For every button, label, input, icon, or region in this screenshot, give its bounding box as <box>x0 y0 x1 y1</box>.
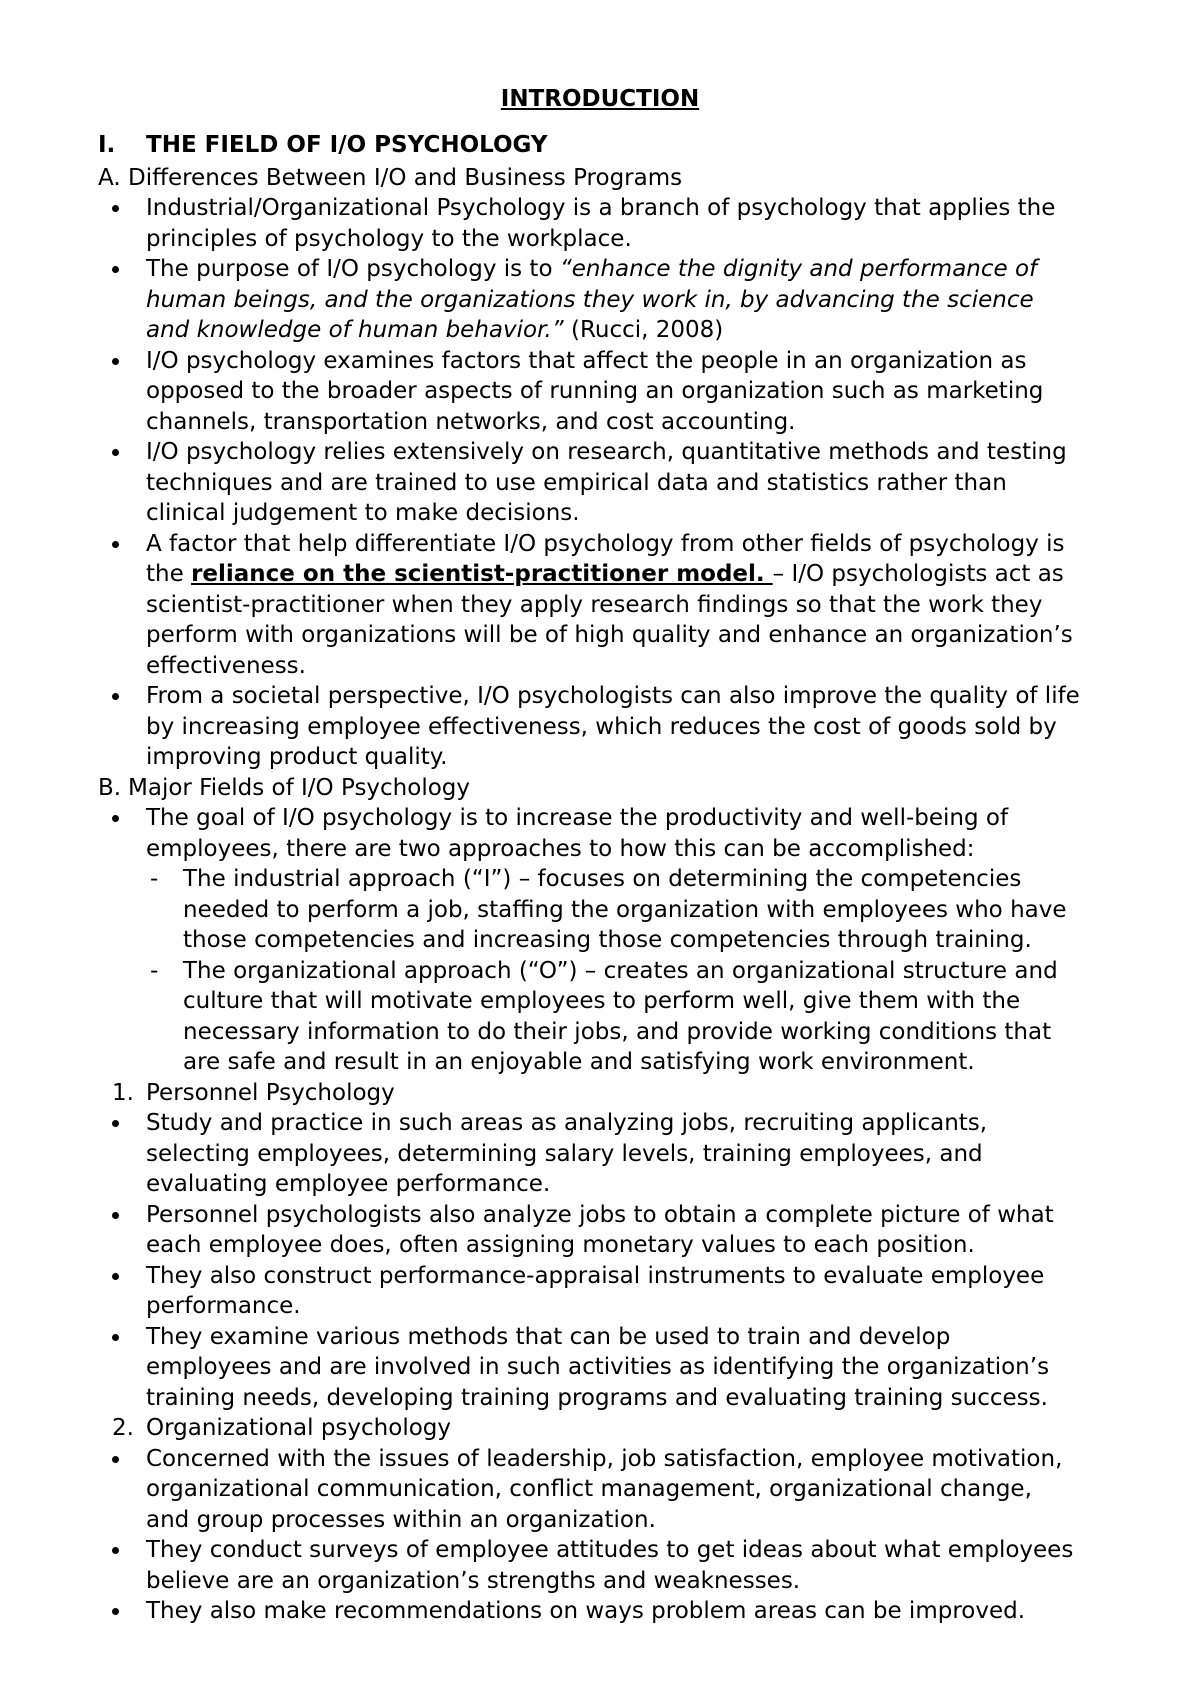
text-line: The organizational approach (“O”) – creates an organizational structure and <box>183 957 1058 984</box>
text-line: They examine various methods that can be used to train and develop <box>146 1323 951 1350</box>
bullet-icon <box>112 449 119 456</box>
text-line: organizational communication, conflict management, organizational change, <box>146 1476 1032 1502</box>
text-line: and group processes within an organization. <box>146 1506 656 1533</box>
text-line: effectiveness. <box>146 652 306 679</box>
subsection-heading-a <box>98 163 1128 194</box>
list-item <box>98 346 1128 438</box>
bullet-icon <box>112 1212 119 1219</box>
quote-text: and knowledge of human behavior.” <box>146 317 564 343</box>
text-line: each employee does, often assigning monetary values to each position. <box>146 1232 975 1258</box>
list-item <box>98 803 1128 864</box>
field-marker: 1. <box>112 1079 134 1106</box>
text-line: performance. <box>146 1293 301 1319</box>
list-item <box>98 1108 1128 1200</box>
text-line: They conduct surveys of employee attitudes to get ideas about what employees <box>146 1537 1074 1563</box>
text-line: those competencies and increasing those competencies through training. <box>183 927 1032 953</box>
text-run: The purpose of I/O psychology is to <box>146 256 560 282</box>
text-line: selecting employees, determining salary levels, training employees, and <box>146 1140 983 1167</box>
document-body <box>98 130 1128 1627</box>
bullet-icon <box>112 1456 119 1463</box>
list-item <box>98 529 1128 682</box>
text-line: are safe and result in an enjoyable and satisfying work environment. <box>183 1049 975 1075</box>
bullet-icon <box>112 266 119 273</box>
text-line: I/O psychology relies extensively on research, quantitative methods and testing <box>146 439 1067 465</box>
text-line: Study and practice in such areas as analyzing jobs, recruiting applicants, <box>146 1110 988 1136</box>
dash-item <box>98 864 1128 956</box>
quote-text: “enhance the dignity and performance of <box>559 256 1038 282</box>
text-run: – I/O psychologists act as <box>772 561 1064 587</box>
text-line: opposed to the broader aspects of running an organization such as marketing <box>146 378 1044 404</box>
subsection-heading-text: Major Fields of I/O Psychology <box>128 774 471 801</box>
list-item <box>98 1535 1128 1596</box>
list-item <box>98 1596 1128 1627</box>
text-line: A factor that help differentiate I/O psychology from other fields of psychology is <box>146 530 1065 557</box>
list-item <box>98 1200 1128 1261</box>
field-marker: 2. <box>112 1415 134 1441</box>
text-line: The goal of I/O psychology is to increase the productivity and well-being of <box>146 805 1009 831</box>
field-heading-text: Organizational psychology <box>146 1415 451 1441</box>
text-line: needed to perform a job, staffing the organization with employees who have <box>183 896 1067 923</box>
bullet-icon <box>112 693 119 700</box>
text-line: clinical judgement to make decisions. <box>146 500 580 526</box>
text-line: necessary information to do their jobs, and provide working conditions that <box>183 1018 1052 1045</box>
section-marker: I. <box>98 132 116 158</box>
text-line: Personnel psychologists also analyze jobs to obtain a complete picture of what <box>146 1201 1054 1228</box>
dash-marker: - <box>150 957 159 984</box>
subsection-heading-b <box>98 773 1128 804</box>
subsection-marker: B. <box>98 774 122 801</box>
dash-item <box>98 956 1128 1078</box>
list-item <box>98 437 1128 529</box>
section-heading-1 <box>98 130 1128 161</box>
field-heading-personnel <box>98 1078 1128 1109</box>
subsection-marker: A. <box>98 164 121 191</box>
field-heading-organizational <box>98 1413 1128 1444</box>
bullet-icon <box>112 1608 119 1615</box>
text-line: They also construct performance-appraisal instruments to evaluate employee <box>146 1262 1045 1289</box>
bullet-icon <box>112 541 119 548</box>
bullet-icon <box>112 1547 119 1554</box>
subsection-heading-text: Differences Between I/O and Business Programs <box>128 164 683 191</box>
list-item <box>98 1444 1128 1536</box>
text-line: principles of psychology to the workplace. <box>146 225 632 252</box>
list-item <box>98 1322 1128 1414</box>
text-line: Concerned with the issues of leadership, job satisfaction, employee motivation, <box>146 1445 1063 1472</box>
text-line <box>146 315 1128 346</box>
text-line: techniques and are trained to use empirical data and statistics rather than <box>146 469 1007 496</box>
bullet-icon <box>112 358 119 365</box>
text-line: They also make recommendations on ways problem areas can be improved. <box>146 1598 1026 1624</box>
emphasis-term: reliance on the scientist-practitioner model. <box>191 561 773 587</box>
list-item <box>98 254 1128 346</box>
document-title: INTRODUCTION <box>500 86 700 112</box>
text-line: scientist-practitioner when they apply research findings so that the work they <box>146 591 1043 618</box>
field-heading-text: Personnel Psychology <box>146 1079 395 1106</box>
text-line: perform with organizations will be of high quality and enhance an organization’s <box>146 622 1073 648</box>
text-line: employees and are involved in such activities as identifying the organization’s <box>146 1354 1050 1380</box>
bullet-icon <box>112 815 119 822</box>
list-item <box>98 1261 1128 1322</box>
bullet-icon <box>112 1120 119 1127</box>
list-item <box>98 681 1128 773</box>
text-run: the <box>146 561 192 587</box>
bullet-icon <box>112 1273 119 1280</box>
citation-text: (Rucci, 2008) <box>563 317 724 343</box>
dash-marker: - <box>150 866 159 892</box>
list-item <box>98 193 1128 254</box>
text-line: believe are an organization’s strengths and weaknesses. <box>146 1567 801 1594</box>
section-heading-text: THE FIELD OF I/O PSYCHOLOGY <box>146 132 548 158</box>
text-line: culture that will motivate employees to perform well, give them with the <box>183 988 1021 1014</box>
text-line <box>146 254 1128 285</box>
text-line: channels, transportation networks, and cost accounting. <box>146 408 796 435</box>
text-line: evaluating employee performance. <box>146 1171 551 1197</box>
text-line: by increasing employee effectiveness, which reduces the cost of goods sold by <box>146 713 1057 740</box>
bullet-icon <box>112 1334 119 1341</box>
text-line: improving product quality. <box>146 744 448 770</box>
text-line: training needs, developing training programs and evaluating training success. <box>146 1384 1048 1411</box>
bullet-icon <box>112 205 119 212</box>
text-line: The industrial approach (“I”) – focuses on determining the competencies <box>183 866 1022 892</box>
text-line: employees, there are two approaches to how this can be accomplished: <box>146 835 975 862</box>
text-line: From a societal perspective, I/O psychologists can also improve the quality of life <box>146 683 1080 709</box>
quote-text: human beings, and the organizations they work in, by advancing the science <box>146 286 1034 313</box>
text-line: I/O psychology examines factors that affect the people in an organization as <box>146 347 1027 374</box>
text-line <box>146 559 1128 590</box>
text-line: Industrial/Organizational Psychology is a branch of psychology that applies the <box>146 195 1056 221</box>
